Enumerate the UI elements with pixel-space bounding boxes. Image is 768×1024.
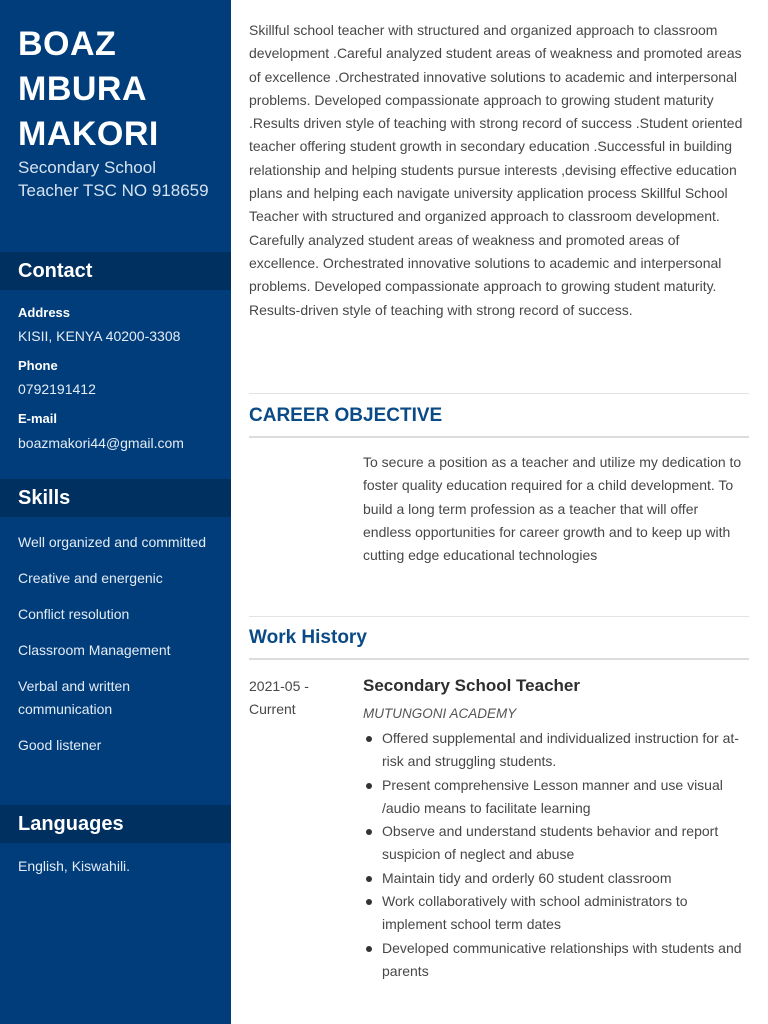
duty-text: Present comprehensive Lesson manner and use visual /audio means to facilitate learning [382,776,723,816]
skill-item: Conflict resolution [18,606,130,622]
address-label: Address [18,305,71,320]
bullet-icon [366,899,372,905]
email-label: E-mail [18,411,58,426]
contact-section-header [0,252,231,290]
divider [249,436,749,438]
languages-value: English, Kiswahili. [18,858,131,874]
duty-item [363,890,749,937]
work-history-heading: Work History [249,627,367,648]
duty-item [363,774,749,821]
skill-item: Well organized and committed [18,534,207,550]
email-value: boazmakori44@gmail.com [18,435,184,451]
bullet-icon [366,829,372,835]
bullet-icon [366,876,372,882]
duty-text: Work collaboratively with school administrators to implement school term dates [382,893,688,933]
candidate-subtitle: Secondary School Teacher TSC NO 918659 [18,158,209,200]
bullet-icon [366,783,372,789]
career-objective-text: To secure a position as a teacher and utilize my dedication to foster quality education required for a child development. To build a long term profession as a teacher that will offer endless opportunities for career growth and to keep up with cutting edge educational technologies [363,454,742,564]
skill-item: Classroom Management [18,642,171,658]
phone-label: Phone [18,358,58,373]
career-objective-heading: CAREER OBJECTIVE [249,405,443,426]
sidebar [0,0,231,1024]
job-duties-list [363,727,749,983]
duty-text: Offered supplemental and individualized instruction for at-risk and struggling students. [382,730,739,770]
contact-heading: Contact [18,260,93,282]
skill-item: Creative and energenic [18,570,163,586]
divider [249,658,749,660]
job-title: Secondary School Teacher [363,676,580,695]
skill-item: Good listener [18,737,102,753]
skills-heading: Skills [18,487,71,509]
duty-item [363,727,749,774]
bullet-icon [366,736,372,742]
languages-heading: Languages [18,813,124,835]
duty-text: Observe and understand students behavior and report suspicion of neglect and abuse [382,823,719,863]
company-name: MUTUNGONI ACADEMY [363,706,517,721]
languages-section-header [0,805,231,843]
skills-section-header [0,479,231,517]
duty-item [363,937,749,984]
skill-item: Verbal and written communication [18,678,131,717]
address-value: KISII, KENYA 40200-3308 [18,328,181,344]
candidate-name: BOAZ MBURA MAKORI [18,25,159,153]
duty-text: Developed communicative relationships with students and parents [382,939,742,979]
skills-list [18,531,218,770]
professional-summary: Skillful school teacher with structured and organized approach to classroom development .Careful analyzed student areas of weakness and promoted areas of excellence .Orchestrated innovative solutions to academic and interpersonal problems. Developed compassionate approach to growing student maturity .Results driven style of teaching with strong record of success .Student oriented teacher offering student growth in secondary education .Successful in building relationship and helping students pursue interests ,devising effective education plans and helping each navigate university application process Skillful School Teacher with structured and organized approach to classroom development. Carefully analyzed student areas of weakness and promoted areas of excellence. Orchestrated innovative solutions to academic and interpersonal problems. Developed compassionate approach to growing student maturity. Results-driven style of teaching with strong record of success. [249,22,743,318]
divider [249,616,749,617]
phone-value: 0792191412 [18,381,96,397]
duty-item [363,820,749,867]
duty-text: Maintain tidy and orderly 60 student classroom [382,869,672,886]
bullet-icon [366,946,372,952]
divider [249,393,749,394]
job-dates: 2021-05 - Current [249,678,309,717]
duty-item [363,867,749,890]
